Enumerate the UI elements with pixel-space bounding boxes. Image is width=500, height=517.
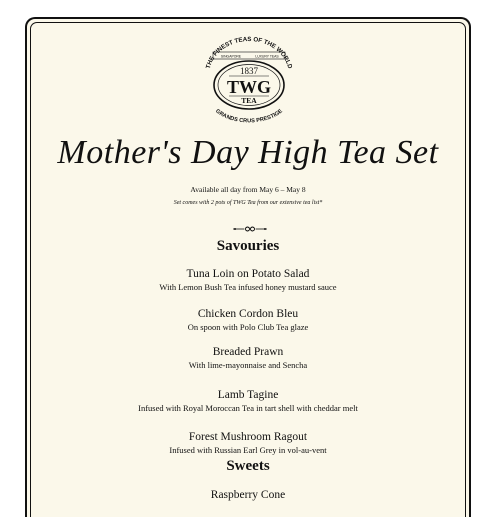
item-name: Lamb Tagine [217, 389, 279, 401]
item-description: With lime-mayonnaise and Sencha [188, 360, 308, 370]
ornament-divider-icon [232, 221, 268, 231]
savouries-heading: Savouries [216, 238, 280, 254]
menu-item [27, 430, 469, 456]
logo-brand: TWG [226, 77, 272, 97]
item-description: With Lemon Bush Tea infused honey mustard sauce [159, 282, 337, 292]
menu-item [27, 345, 469, 371]
item-name: Forest Mushroom Ragout [188, 431, 308, 443]
menu-item [27, 388, 469, 414]
item-name: Breaded Prawn [212, 346, 284, 358]
item-name: Raspberry Cone [210, 489, 286, 501]
availability-text: Available all day from May 6 – May 8 [190, 185, 306, 194]
logo-ribbon-right: LUXURY TEAS [255, 54, 279, 59]
logo-ribbon-left: SINGAPORE [220, 54, 242, 59]
item-description: Infused with Russian Earl Grey in vol-au-vent [169, 445, 327, 455]
item-description: On spoon with Polo Club Tea glaze [187, 322, 309, 332]
logo-year: 1837 [240, 66, 258, 76]
logo-top-text: THE FINEST TEAS OF THE WORLD [204, 35, 294, 70]
item-description: Infused with Royal Moroccan Tea in tart shell with cheddar melt [138, 403, 358, 413]
sweets-heading: Sweets [226, 458, 270, 474]
logo-bottom-text: GRANDS CRUS PRESTIGE [214, 108, 284, 125]
menu-item [27, 267, 469, 293]
menu-item [27, 307, 469, 333]
item-name: Tuna Loin on Potato Salad [186, 268, 310, 280]
menu-card [25, 17, 471, 517]
tea-note: Set comes with 2 pots of TWG Tea from our extensive tea list* [173, 200, 323, 206]
menu-title: Mother's Day High Tea Set [57, 134, 439, 171]
logo-sub: TEA [241, 96, 257, 105]
twg-tea-logo [199, 35, 299, 127]
item-name: Chicken Cordon Bleu [197, 308, 299, 320]
